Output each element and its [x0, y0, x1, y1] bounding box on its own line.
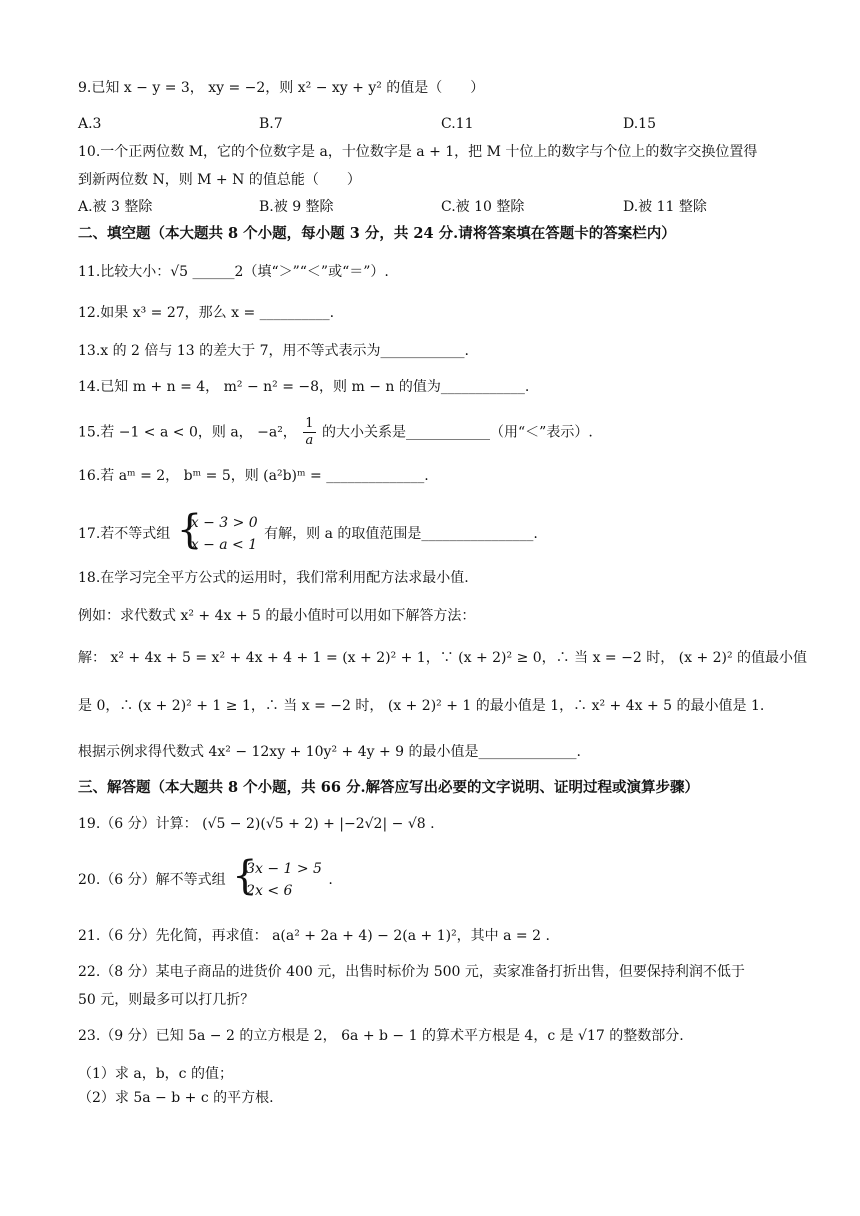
question-15: [78, 416, 798, 449]
q20-row2: 2x < 6: [246, 883, 293, 899]
question-9: 9.已知 x − y = 3， xy = −2，则 x² − xy + y² 的值是（ ）: [78, 80, 485, 96]
q20-row1: 3x − 1 > 5: [246, 861, 322, 877]
question-22-line1: 22.（8 分）某电子商品的进货价 400 元，出售时标价为 500 元，卖家准备打折出售，但要保持利润不低于: [78, 964, 745, 980]
question-18-line2: 例如：求代数式 x² + 4x + 5 的最小值时可以用如下解答方法：: [78, 608, 476, 624]
question-21: 21.（6 分）先化简，再求值： a(a² + 2a + 4) − 2(a + 1)²，其中 a = 2 .: [78, 928, 550, 944]
question-22-line2: 50 元，则最多可以打几折？: [78, 992, 255, 1008]
q17-before: 17.若不等式组: [78, 526, 171, 542]
q10-option-c: C.被 10 整除: [441, 199, 525, 215]
q10-option-b: B.被 9 整除: [259, 199, 334, 215]
question-17: [78, 507, 798, 556]
q15-before: 15.若 −1 < a < 0，则 a， −a²，: [78, 424, 297, 441]
question-23-sub1: （1）求 a，b，c 的值；: [78, 1066, 233, 1082]
question-10-line1: 10.一个正两位数 M，它的个位数字是 a，十位数字是 a + 1，把 M 十位上的数字与个位上的数字交换位置得: [78, 144, 758, 160]
q9-option-d: D.15: [623, 116, 656, 132]
q15-fraction: [303, 416, 315, 449]
question-13: 13.x 的 2 倍与 13 的差大于 7，用不等式表示为____________.: [78, 343, 469, 359]
q15-frac-den: a: [305, 433, 314, 448]
question-23-line1: 23.（9 分）已知 5a − 2 的立方根是 2， 6a + b − 1 的算术平方根是 4，c 是 √17 的整数部分.: [78, 1028, 684, 1044]
q20-after: .: [328, 872, 333, 888]
question-23-sub2: （2）求 5a − b + c 的平方根.: [78, 1090, 274, 1106]
q17-row2: x − a < 1: [190, 537, 258, 553]
q17-row1: x − 3 > 0: [190, 515, 258, 531]
q10-option-d: D.被 11 整除: [623, 199, 707, 215]
question-18-line1: 18.在学习完全平方公式的运用时，我们常利用配方法求最小值.: [78, 570, 469, 586]
question-18-line5: 根据示例求得代数式 4x² − 12xy + 10y² + 4y + 9 的最小值是______________.: [78, 744, 581, 760]
q15-frac-num: 1: [305, 416, 314, 431]
question-18-line4: 是 0，∴ (x + 2)² + 1 ≥ 1，∴ 当 x = −2 时， (x + 2)² + 1 的最小值是 1，∴ x² + 4x + 5 的最小值是 1.: [78, 698, 765, 714]
question-11: 11.比较大小：√5 ______2（填“＞”“＜”或“＝”）.: [78, 264, 389, 280]
q17-brace: {: [176, 507, 203, 553]
q9-option-a: A.3: [78, 116, 102, 132]
question-20: [78, 853, 798, 902]
q20-inequality-system: [232, 853, 322, 902]
q15-after: 的大小关系是____________（用“＜”表示）.: [322, 424, 593, 441]
q10-option-a: A.被 3 整除: [78, 199, 153, 215]
question-12: 12.如果 x³ = 27，那么 x = __________.: [78, 305, 335, 321]
question-18-line3: 解： x² + 4x + 5 = x² + 4x + 4 + 1 = (x + 2)² + 1，∵ (x + 2)² ≥ 0，∴ 当 x = −2 时， (x + 2)² 的值最小值: [78, 650, 808, 666]
question-9-options: [78, 116, 798, 136]
question-19: 19.（6 分）计算： (√5 − 2)(√5 + 2) + |−2√2| − √8 .: [78, 816, 435, 832]
section-3-heading: 三、解答题（本大题共 8 个小题，共 66 分.解答应写出必要的文字说明、证明过程或演算步骤）: [78, 779, 700, 796]
q20-brace: {: [232, 853, 258, 899]
q9-option-b: B.7: [259, 116, 283, 132]
q17-inequality-system: [176, 507, 258, 556]
question-10-line2: 到新两位数 N，则 M + N 的值总能（ ）: [78, 172, 361, 188]
q9-option-c: C.11: [441, 116, 474, 132]
question-10-options: [78, 196, 798, 216]
section-2-heading: 二、填空题（本大题共 8 个小题，每小题 3 分，共 24 分.请将答案填在答题卡的答案栏内）: [78, 225, 676, 242]
question-14: 14.已知 m + n = 4， m² − n² = −8，则 m − n 的值为____________.: [78, 379, 530, 395]
q17-after: 有解，则 a 的取值范围是________________.: [264, 526, 538, 542]
question-16: 16.若 aᵐ = 2， bᵐ = 5，则 (a²b)ᵐ = ______________.: [78, 468, 429, 484]
q20-before: 20.（6 分）解不等式组: [78, 872, 226, 888]
